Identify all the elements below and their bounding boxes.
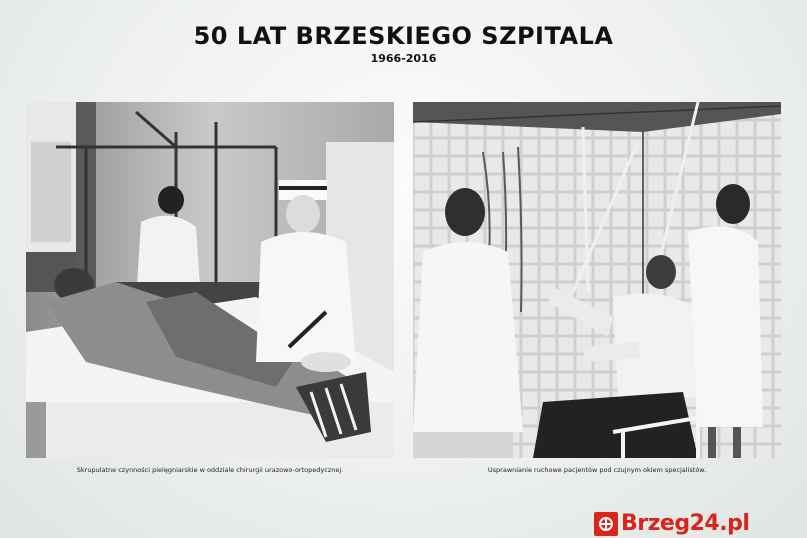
brzeg24-logo-text: Brzeg24.pl [621,511,750,536]
photo-orthopedic-ward [26,102,394,458]
page-title: 50 LAT BRZESKIEGO SZPITALA [193,22,614,50]
brzeg24-logo-icon [594,512,618,536]
brzeg24-watermark[interactable] [594,510,807,538]
photo-rehabilitation-image [413,102,781,458]
page-subtitle-years: 1966-2016 [370,52,437,65]
photo-rehabilitation-caption: Usprawnianie ruchowe pacjentów pod czujnym okiem specjalistów. [487,466,707,474]
photo-orthopedic-ward-caption: Skrupulatne czynności pielęgniarskie w oddziale chirurgii urazowo-ortopedycznej. [76,466,344,474]
photo-rehabilitation [413,102,781,458]
photo-orthopedic-ward-image [26,102,394,458]
